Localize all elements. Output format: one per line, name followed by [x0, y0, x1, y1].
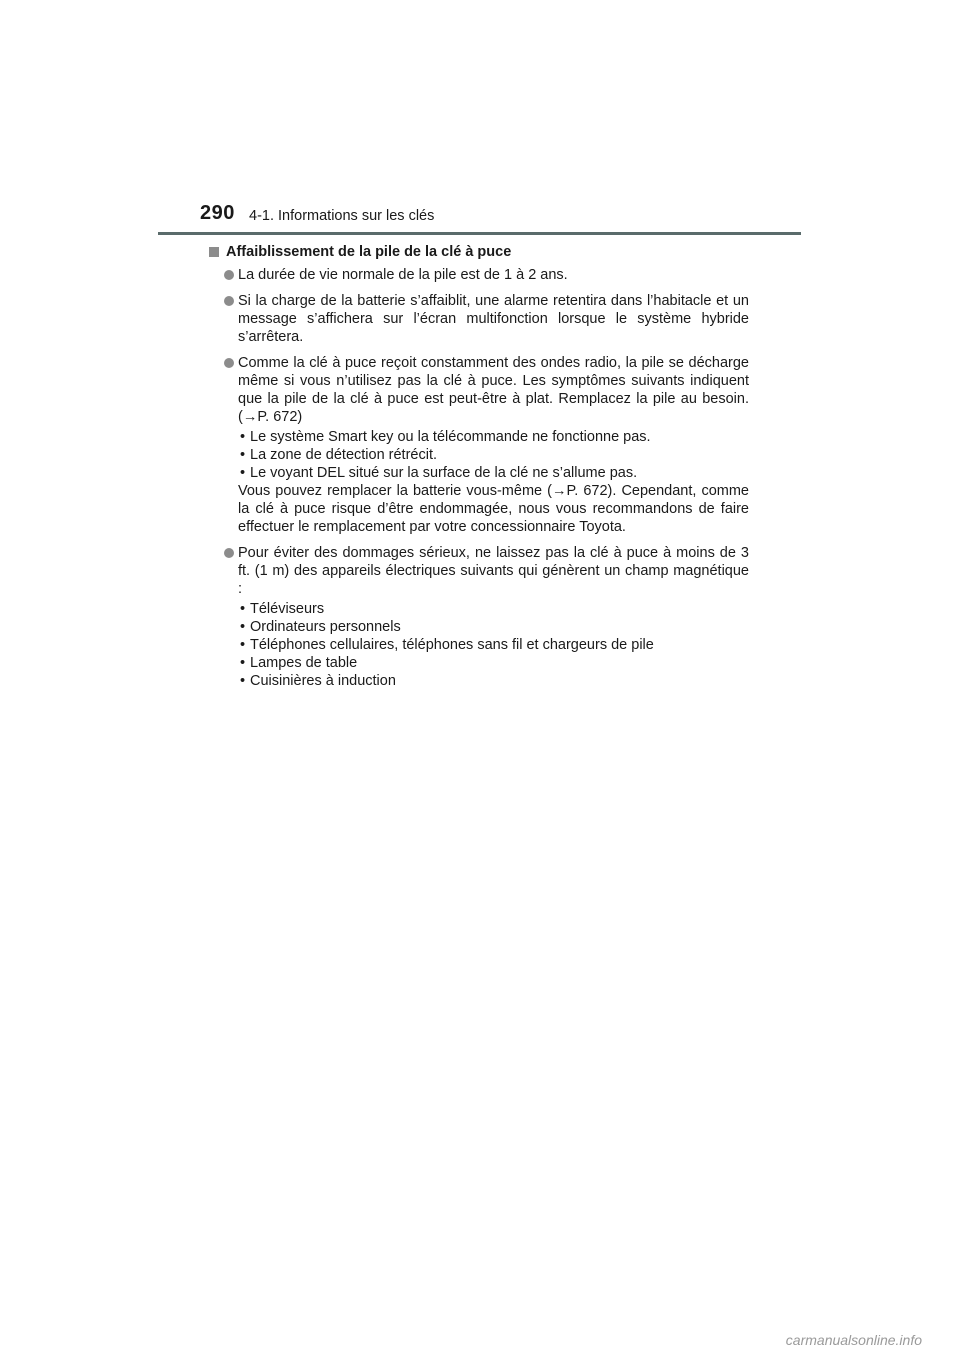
watermark: carmanualsonline.info — [785, 1332, 922, 1348]
section-title: 4-1. Informations sur les clés — [249, 208, 435, 224]
list-item: • Ordinateurs personnels — [238, 618, 749, 636]
bullet-item-battery-discharge: Comme la clé à puce reçoit constamment des ondes radio, la pile se décharge même si vous n’utilisez pas la clé à puce. Les symptômes suivants indiquent que la pile de la clé à puce est peut-être à plat. Remplacez la pile au besoin. (→P. 672) • Le système Smart key ou la télécommande ne fonctionne pas. • La zone de détection rétrécit. • Le voyant DEL situé sur la surface de la clé ne s’allume pas. Vous pouvez remplacer la batterie vous-même (→P. 672). Cependant, comme la clé à puce risque d’être endommagée, nous vous recommandons de faire effectuer le remplacement par votre concessionnaire Toyota. — [222, 354, 749, 536]
appliance-list — [238, 600, 749, 690]
list-item: • Téléphones cellulaires, téléphones sans fil et chargeurs de pile — [238, 636, 749, 654]
page-header — [0, 0, 960, 240]
replacement-note: Vous pouvez remplacer la batterie vous-même (→P. 672). Cependant, comme la clé à puce risque d’être endommagée, nous vous recommandons de faire effectuer le remplacement par votre concessionnaire Toyota. — [238, 483, 749, 535]
symptom-list — [238, 428, 749, 482]
list-item: • La zone de détection rétrécit. — [238, 446, 749, 464]
square-bullet-icon — [209, 247, 219, 257]
round-bullet-icon — [224, 548, 234, 558]
header-divider — [158, 232, 801, 235]
round-bullet-icon — [224, 296, 234, 306]
list-item: • Téléviseurs — [238, 600, 749, 618]
list-item: • Lampes de table — [238, 654, 749, 672]
page-content — [222, 243, 749, 698]
list-item: • Le système Smart key ou la télécommande ne fonctionne pas. — [238, 428, 749, 446]
section-heading: Affaiblissement de la pile de la clé à puce — [222, 243, 749, 261]
bullet-item-battery-life: La durée de vie normale de la pile est de 1 à 2 ans. — [222, 266, 749, 284]
list-item: • Cuisinières à induction — [238, 672, 749, 690]
page-number: 290 — [200, 202, 235, 224]
round-bullet-icon — [224, 358, 234, 368]
list-item: • Le voyant DEL situé sur la surface de la clé ne s’allume pas. — [238, 464, 749, 482]
bullet-item-low-battery-alarm: Si la charge de la batterie s’affaiblit, une alarme retentira dans l’habitacle et un message s’affichera sur l’écran multifonction lorsque le système hybride s’arrêtera. — [222, 292, 749, 346]
bullet-item-magnetic-fields: Pour éviter des dommages sérieux, ne laissez pas la clé à puce à moins de 3 ft. (1 m) des appareils électriques suivants qui génèrent un champ magnétique : • Téléviseurs • Ordinateurs personnels • Téléphones cellulaires, téléphones sans fil et chargeurs de pile • Lampes de table • Cuisinières à induction — [222, 544, 749, 690]
round-bullet-icon — [224, 270, 234, 280]
